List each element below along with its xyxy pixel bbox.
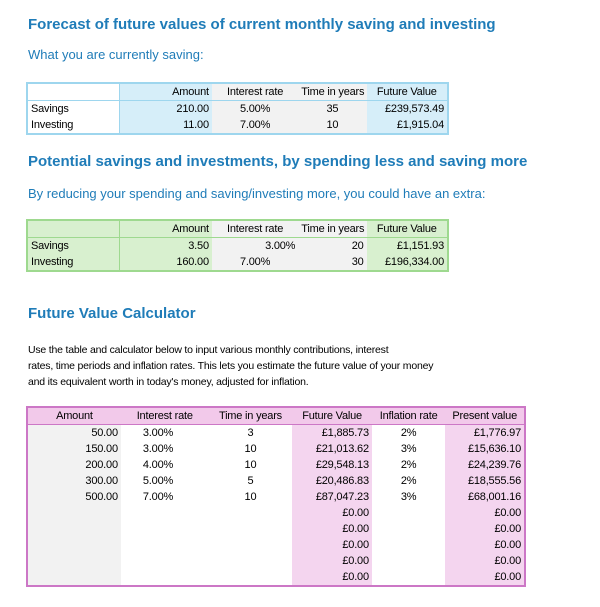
amount-cell[interactable]: 11.00 [119,117,211,134]
table-row [27,521,525,537]
forecast-title: Forecast of future values of current monthly saving and investing [28,16,496,33]
present-value-cell: £18,555.56 [445,473,525,489]
time-years-cell[interactable]: 20 [298,238,366,255]
present-value-cell: £0.00 [445,569,525,586]
inflation-rate-cell[interactable] [372,505,445,521]
amount-cell[interactable] [27,569,121,586]
future-value-cell: £0.00 [292,505,372,521]
future-value-cell: £239,573.49 [367,101,448,118]
interest-rate-cell[interactable]: 7.00% [121,489,209,505]
time-years-cell[interactable] [209,505,293,521]
amount-cell[interactable]: 160.00 [119,254,211,271]
amount-cell[interactable]: 50.00 [27,425,121,442]
header-amount: Amount [27,407,121,425]
present-value-cell: £0.00 [445,505,525,521]
interest-rate-cell[interactable]: 3.00% [121,441,209,457]
current-saving-subtitle: What you are currently saving: [28,47,204,62]
present-value-cell: £15,636.10 [445,441,525,457]
table-row [27,537,525,553]
potential-savings-subtitle: By reducing your spending and saving/investing more, you could have an extra: [28,186,486,201]
time-years-cell[interactable]: 10 [209,457,293,473]
future-value-cell: £196,334.00 [367,254,448,271]
header-time-years: Time in years [209,407,293,425]
future-value-cell: £29,548.13 [292,457,372,473]
inflation-rate-cell[interactable]: 2% [372,473,445,489]
table-row [27,569,525,586]
inflation-rate-cell[interactable] [372,537,445,553]
row-label-savings: Savings [27,101,119,118]
calculator-table-body [27,425,525,587]
header-interest-rate: Interest rate [121,407,209,425]
table-row [27,473,525,489]
interest-rate-cell[interactable]: 3.00% [121,425,209,442]
time-years-cell[interactable] [209,569,293,586]
amount-cell[interactable] [27,537,121,553]
calculator-description-line: rates, time periods and inflation rates. This lets you estimate the future value of your money [28,360,434,372]
calculator-description-line: and its equivalent worth in today's money, adjusted for inflation. [28,376,309,388]
amount-cell[interactable] [27,505,121,521]
inflation-rate-cell[interactable]: 2% [372,457,445,473]
calculator-title: Future Value Calculator [28,305,196,322]
interest-rate-cell[interactable] [121,505,209,521]
time-years-cell[interactable] [209,553,293,569]
amount-cell[interactable]: 500.00 [27,489,121,505]
interest-rate-cell[interactable]: 7.00% [212,254,298,271]
future-value-cell: £0.00 [292,569,372,586]
present-value-cell: £0.00 [445,537,525,553]
time-years-cell[interactable] [209,537,293,553]
time-years-cell[interactable]: 3 [209,425,293,442]
table-row [27,117,448,134]
present-value-cell: £1,776.97 [445,425,525,442]
inflation-rate-cell[interactable]: 3% [372,441,445,457]
row-label-savings: Savings [27,238,119,255]
header-cell [27,220,119,238]
table-row [27,489,525,505]
inflation-rate-cell[interactable] [372,521,445,537]
table-row [27,425,525,442]
amount-cell[interactable]: 210.00 [119,101,211,118]
amount-cell[interactable]: 300.00 [27,473,121,489]
future-value-cell: £1,885.73 [292,425,372,442]
inflation-rate-cell[interactable]: 2% [372,425,445,442]
header-future-value: Future Value [367,83,448,101]
time-years-cell[interactable] [209,521,293,537]
row-label-investing: Investing [27,254,119,271]
header-time-years: Time in years [298,220,366,238]
table-row [27,457,525,473]
inflation-rate-cell[interactable]: 3% [372,489,445,505]
table-header-row [27,83,448,101]
future-value-cell: £21,013.62 [292,441,372,457]
calculator-description-line: Use the table and calculator below to input various monthly contributions, interest [28,344,389,356]
header-amount: Amount [119,220,211,238]
time-years-cell[interactable]: 10 [209,489,293,505]
table-row [27,254,448,271]
interest-rate-cell[interactable]: 5.00% [212,101,298,118]
present-value-cell: £24,239.76 [445,457,525,473]
header-time-years: Time in years [298,83,366,101]
header-interest-rate: Interest rate [212,83,298,101]
future-value-cell: £1,151.93 [367,238,448,255]
interest-rate-cell[interactable]: 4.00% [121,457,209,473]
future-value-cell: £1,915.04 [367,117,448,134]
future-value-cell: £0.00 [292,553,372,569]
table-row [27,553,525,569]
current-savings-table [26,82,449,135]
potential-savings-table [26,219,449,272]
future-value-calculator-table [26,406,526,587]
amount-cell[interactable] [27,521,121,537]
present-value-cell: £68,001.16 [445,489,525,505]
table-header-row [27,407,525,425]
amount-cell[interactable] [27,553,121,569]
future-value-cell: £87,047.23 [292,489,372,505]
amount-cell[interactable]: 200.00 [27,457,121,473]
interest-rate-cell[interactable] [121,553,209,569]
time-years-cell[interactable]: 35 [298,101,366,118]
time-years-cell[interactable]: 30 [298,254,366,271]
table-row [27,101,448,118]
table-row [27,238,448,255]
table-row [27,505,525,521]
header-interest-rate: Interest rate [212,220,298,238]
future-value-cell: £0.00 [292,537,372,553]
time-years-cell[interactable]: 10 [209,441,293,457]
header-inflation-rate: Inflation rate [372,407,445,425]
table-header-row [27,220,448,238]
time-years-cell[interactable]: 5 [209,473,293,489]
interest-rate-cell[interactable]: 7.00% [212,117,298,134]
interest-rate-cell[interactable] [121,569,209,586]
present-value-cell: £0.00 [445,553,525,569]
row-label-investing: Investing [27,117,119,134]
interest-rate-cell[interactable]: 3.00% [212,238,298,255]
future-value-cell: £20,486.83 [292,473,372,489]
header-cell [27,83,119,101]
present-value-cell: £0.00 [445,521,525,537]
table-row [27,441,525,457]
header-future-value: Future Value [367,220,448,238]
time-years-cell[interactable]: 10 [298,117,366,134]
future-value-cell: £0.00 [292,521,372,537]
header-present-value: Present value [445,407,525,425]
inflation-rate-cell[interactable] [372,553,445,569]
header-amount: Amount [119,83,211,101]
interest-rate-cell[interactable]: 5.00% [121,473,209,489]
interest-rate-cell[interactable] [121,537,209,553]
potential-savings-title: Potential savings and investments, by spending less and saving more [28,153,528,170]
interest-rate-cell[interactable] [121,521,209,537]
amount-cell[interactable]: 150.00 [27,441,121,457]
header-future-value: Future Value [292,407,372,425]
amount-cell[interactable]: 3.50 [119,238,211,255]
inflation-rate-cell[interactable] [372,569,445,586]
